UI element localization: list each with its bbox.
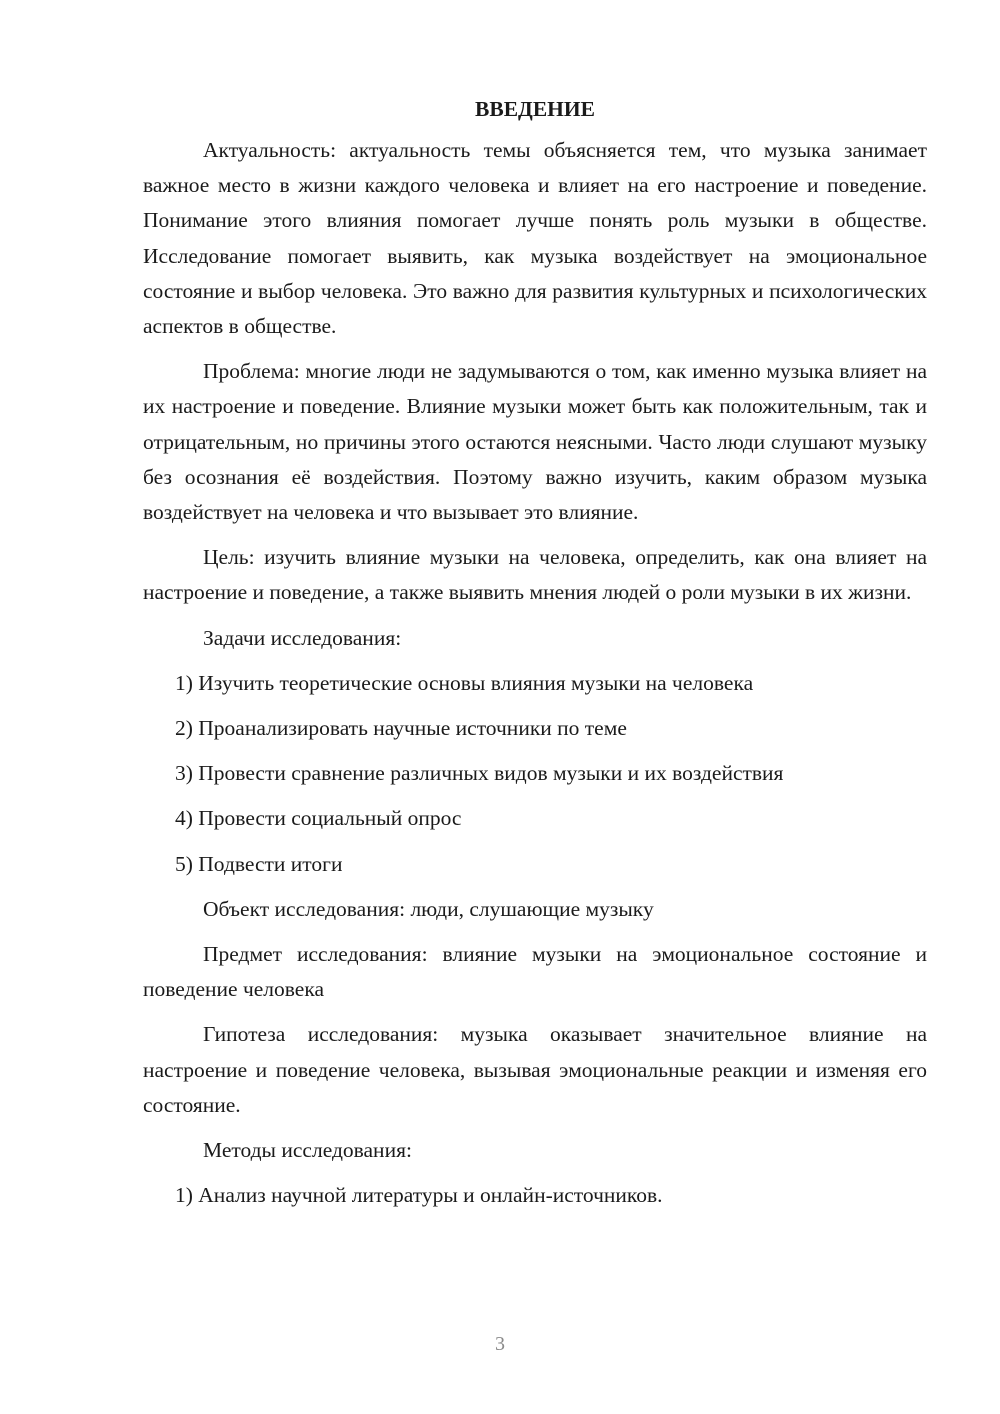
- section-title: ВВЕДЕНИЕ: [475, 97, 595, 121]
- relevance-paragraph: Актуальность: актуальность темы объясняется тем, что музыка занимает важное место в жизни каждого человека и влияет на его настроение и поведение. Понимание этого влияния помогает лучше понять роль музыки в обществе. Исследование помогает выявить, как музыка воздействует на эмоциональное состояние и выбор человека. Это важно для развития культурных и психологических аспектов в обществе.: [143, 138, 927, 339]
- subject-paragraph: Предмет исследования: влияние музыки на эмоциональное состояние и поведение человека: [143, 942, 927, 1002]
- methods-heading: Методы исследования:: [203, 1138, 412, 1163]
- list-item: 2) Проанализировать научные источники по теме: [175, 716, 627, 741]
- tasks-list: [143, 666, 927, 882]
- tasks-heading: Задачи исследования:: [203, 625, 402, 650]
- list-item: 5) Подвести итоги: [175, 851, 343, 876]
- page-number: 3: [495, 1333, 505, 1355]
- object-paragraph: Объект исследования: люди, слушающие музыку: [203, 896, 654, 921]
- list-item: 1) Анализ научной литературы и онлайн-источников.: [175, 1183, 663, 1208]
- list-item: 3) Провести сравнение различных видов музыки и их воздействия: [175, 761, 784, 786]
- goal-paragraph: Цель: изучить влияние музыки на человека, определить, как она влияет на настроение и поведение, а также выявить мнения людей о роли музыки в их жизни.: [143, 545, 927, 605]
- list-item: 1) Изучить теоретические основы влияния музыки на человека: [175, 670, 754, 695]
- methods-list: [143, 1178, 927, 1213]
- document-page: [143, 92, 927, 1223]
- list-item: 4) Провести социальный опрос: [175, 806, 462, 831]
- hypothesis-paragraph: Гипотеза исследования: музыка оказывает значительное влияние на настроение и поведение человека, вызывая эмоциональные реакции и изменяя его состояние.: [143, 1022, 927, 1117]
- problem-paragraph: Проблема: многие люди не задумываются о том, как именно музыка влияет на их настроение и поведение. Влияние музыки может быть как положительным, так и отрицательным, но причины этого остаются неясными. Часто люди слушают музыку без осознания её воздействия. Поэтому важно изучить, каким образом музыка воздействует на человека и что вызывает это влияние.: [143, 359, 927, 525]
